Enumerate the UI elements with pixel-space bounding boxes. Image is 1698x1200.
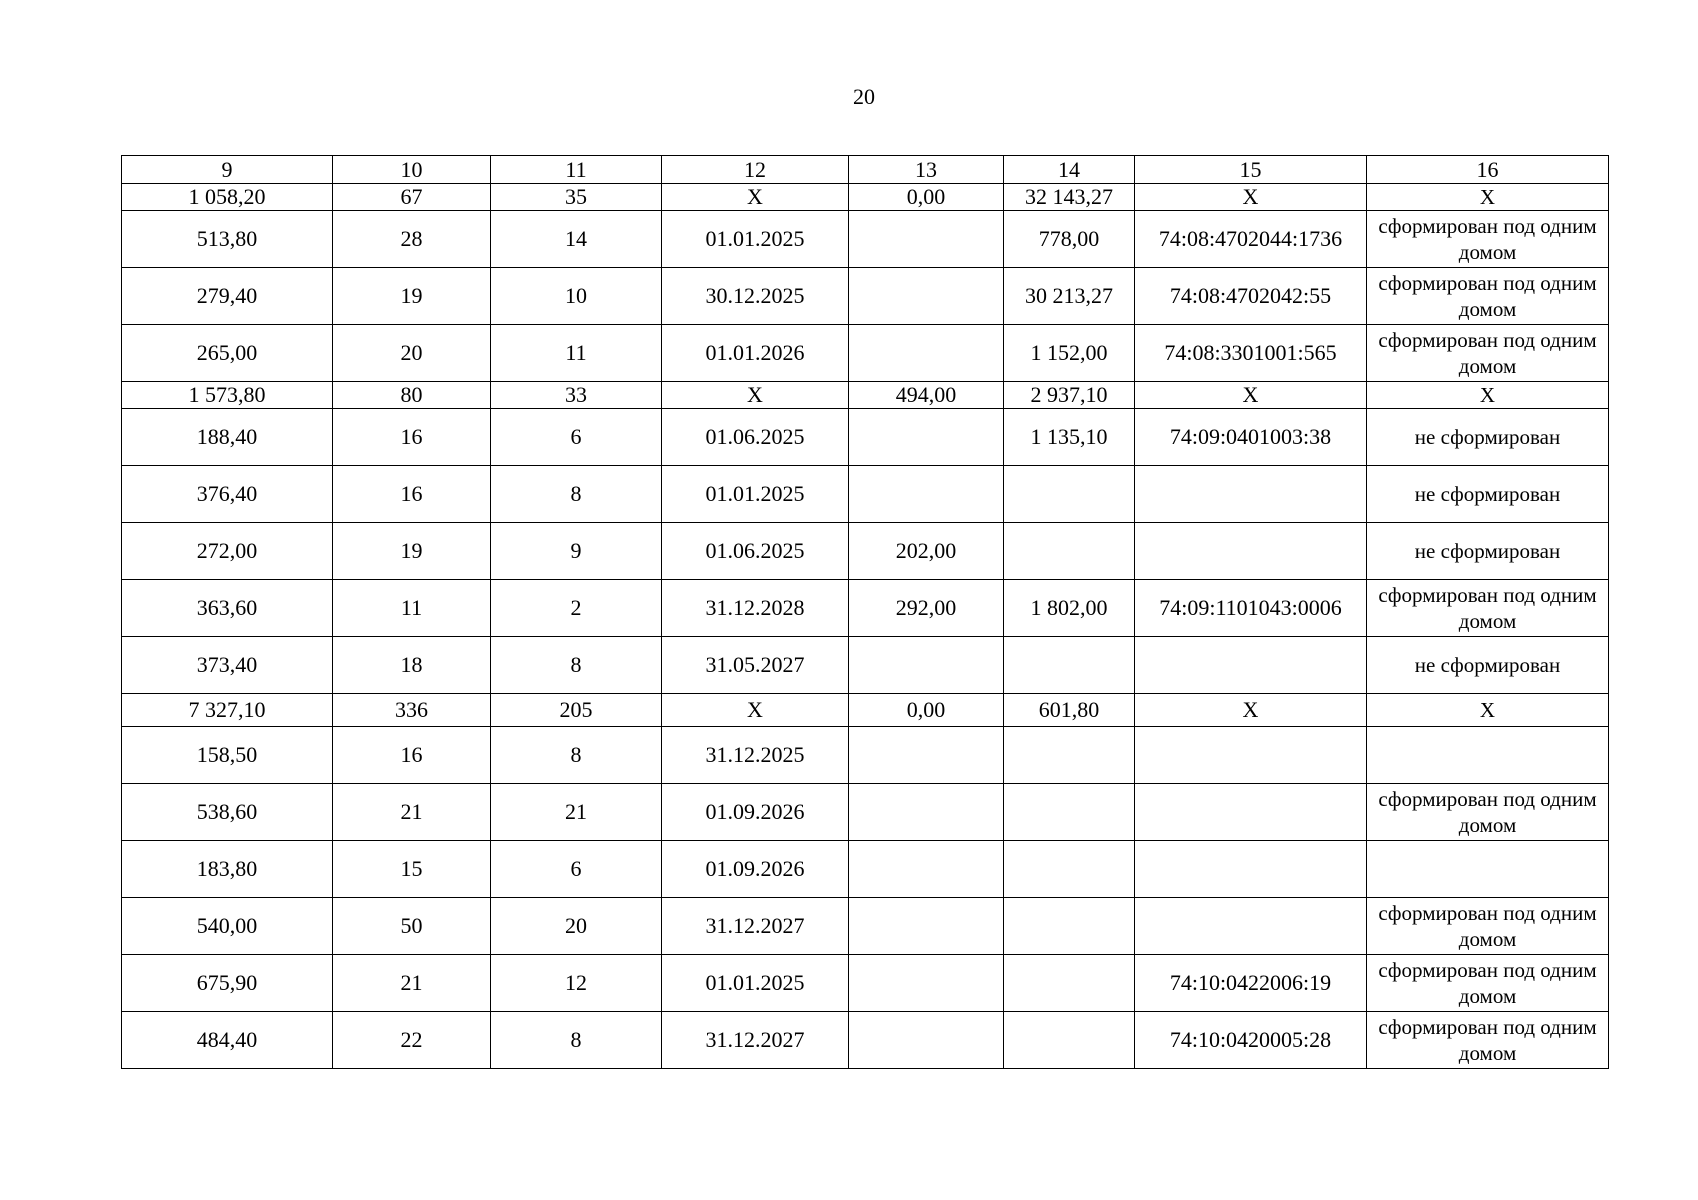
table-cell	[849, 211, 1004, 268]
column-header: 14	[1004, 156, 1135, 184]
table-cell	[1004, 841, 1135, 898]
table-cell	[849, 466, 1004, 523]
table-cell: 19	[333, 523, 491, 580]
table-cell	[1135, 637, 1367, 694]
table-cell: 205	[491, 694, 662, 727]
table-cell: 21	[333, 784, 491, 841]
table-cell: 33	[491, 382, 662, 409]
table-cell: 363,60	[122, 580, 333, 637]
table-row	[122, 955, 1609, 1012]
table-cell	[1004, 727, 1135, 784]
table-row	[122, 211, 1609, 268]
table-cell: 1 058,20	[122, 184, 333, 211]
table-cell: X	[1367, 694, 1609, 727]
table-cell	[1367, 841, 1609, 898]
table-cell	[849, 955, 1004, 1012]
table-cell: не сформирован	[1367, 523, 1609, 580]
table-cell	[1004, 637, 1135, 694]
table-row	[122, 727, 1609, 784]
subtotal-row	[122, 184, 1609, 211]
table-cell: сформирован под одним домом	[1367, 955, 1609, 1012]
column-header: 16	[1367, 156, 1609, 184]
table-cell: 30.12.2025	[662, 268, 849, 325]
table-cell: 31.12.2028	[662, 580, 849, 637]
table-cell	[1135, 841, 1367, 898]
table-cell: 8	[491, 466, 662, 523]
table-cell	[1004, 466, 1135, 523]
table-cell: сформирован под одним домом	[1367, 211, 1609, 268]
table-cell	[849, 898, 1004, 955]
table-cell: X	[662, 184, 849, 211]
table-cell: 74:09:1101043:0006	[1135, 580, 1367, 637]
table-cell: сформирован под одним домом	[1367, 580, 1609, 637]
table-cell: сформирован под одним домом	[1367, 268, 1609, 325]
column-header: 13	[849, 156, 1004, 184]
table-cell: 188,40	[122, 409, 333, 466]
table-row	[122, 841, 1609, 898]
column-header: 15	[1135, 156, 1367, 184]
table-cell: 272,00	[122, 523, 333, 580]
table-cell: 7 327,10	[122, 694, 333, 727]
table-cell	[1004, 784, 1135, 841]
table-row	[122, 898, 1609, 955]
table-cell: 74:08:4702042:55	[1135, 268, 1367, 325]
table-cell: 279,40	[122, 268, 333, 325]
column-number-row	[122, 156, 1609, 184]
table-cell: сформирован под одним домом	[1367, 784, 1609, 841]
table-cell: 11	[333, 580, 491, 637]
table-cell	[849, 727, 1004, 784]
table-cell	[1135, 466, 1367, 523]
table-cell: 01.09.2026	[662, 841, 849, 898]
table-cell	[1367, 727, 1609, 784]
table-cell: 11	[491, 325, 662, 382]
table-cell: 8	[491, 637, 662, 694]
table-cell	[849, 409, 1004, 466]
data-table	[121, 155, 1609, 1069]
table-cell: 32 143,27	[1004, 184, 1135, 211]
table-cell: 74:10:0420005:28	[1135, 1012, 1367, 1069]
table-cell: 18	[333, 637, 491, 694]
table-cell: 01.01.2026	[662, 325, 849, 382]
table-cell: 01.01.2025	[662, 211, 849, 268]
table-cell: 01.06.2025	[662, 523, 849, 580]
table-cell: X	[1367, 382, 1609, 409]
table-cell	[849, 268, 1004, 325]
table-cell: X	[1135, 184, 1367, 211]
column-header: 11	[491, 156, 662, 184]
table-cell: 20	[333, 325, 491, 382]
table-cell: 183,80	[122, 841, 333, 898]
table-cell: 20	[491, 898, 662, 955]
table-cell: сформирован под одним домом	[1367, 325, 1609, 382]
table-cell: 494,00	[849, 382, 1004, 409]
table-cell: 6	[491, 409, 662, 466]
table-cell: сформирован под одним домом	[1367, 1012, 1609, 1069]
table-cell: 74:08:4702044:1736	[1135, 211, 1367, 268]
table-cell: 22	[333, 1012, 491, 1069]
table-cell: не сформирован	[1367, 637, 1609, 694]
table-cell: 01.01.2025	[662, 466, 849, 523]
table-cell	[1135, 898, 1367, 955]
table-row	[122, 637, 1609, 694]
table-cell: не сформирован	[1367, 466, 1609, 523]
table-cell: X	[1367, 184, 1609, 211]
column-header: 12	[662, 156, 849, 184]
table-cell: 1 573,80	[122, 382, 333, 409]
table-cell: 01.01.2025	[662, 955, 849, 1012]
table-cell: 50	[333, 898, 491, 955]
table-cell: 513,80	[122, 211, 333, 268]
table-cell: 1 152,00	[1004, 325, 1135, 382]
table-cell	[1004, 1012, 1135, 1069]
table-cell: 675,90	[122, 955, 333, 1012]
table-cell: 31.05.2027	[662, 637, 849, 694]
table-cell: 01.06.2025	[662, 409, 849, 466]
table-cell	[1004, 898, 1135, 955]
table-cell: 0,00	[849, 184, 1004, 211]
table-cell: 601,80	[1004, 694, 1135, 727]
table-cell: X	[1135, 694, 1367, 727]
table-row	[122, 784, 1609, 841]
table-cell: 2	[491, 580, 662, 637]
page-number: 20	[853, 84, 875, 109]
table-cell: 67	[333, 184, 491, 211]
table-cell: 74:10:0422006:19	[1135, 955, 1367, 1012]
table-cell: сформирован под одним домом	[1367, 898, 1609, 955]
table-row	[122, 268, 1609, 325]
table-cell: 8	[491, 727, 662, 784]
table-cell: 16	[333, 727, 491, 784]
table-cell	[849, 841, 1004, 898]
table-row	[122, 466, 1609, 523]
subtotal-row	[122, 382, 1609, 409]
table-cell: 373,40	[122, 637, 333, 694]
table-cell: 12	[491, 955, 662, 1012]
table-cell: 0,00	[849, 694, 1004, 727]
table-cell: 14	[491, 211, 662, 268]
table-cell	[1135, 523, 1367, 580]
table-cell: 28	[333, 211, 491, 268]
table-cell: X	[662, 694, 849, 727]
table-row	[122, 409, 1609, 466]
table-cell: 21	[333, 955, 491, 1012]
table-cell: 31.12.2025	[662, 727, 849, 784]
column-header: 10	[333, 156, 491, 184]
table-cell: 19	[333, 268, 491, 325]
table-cell: 778,00	[1004, 211, 1135, 268]
table-cell: 16	[333, 409, 491, 466]
table-cell: 158,50	[122, 727, 333, 784]
table-cell: 6	[491, 841, 662, 898]
table-cell: 1 135,10	[1004, 409, 1135, 466]
table-row	[122, 580, 1609, 637]
table-cell: 30 213,27	[1004, 268, 1135, 325]
table-cell: 31.12.2027	[662, 1012, 849, 1069]
table-cell	[849, 325, 1004, 382]
table-cell: 74:09:0401003:38	[1135, 409, 1367, 466]
table-cell: 265,00	[122, 325, 333, 382]
column-header: 9	[122, 156, 333, 184]
table-cell: 2 937,10	[1004, 382, 1135, 409]
table-cell: 16	[333, 466, 491, 523]
table-cell	[1135, 727, 1367, 784]
table-cell: 484,40	[122, 1012, 333, 1069]
table-cell	[849, 637, 1004, 694]
table-cell	[1004, 523, 1135, 580]
table-cell: 9	[491, 523, 662, 580]
table-cell: 10	[491, 268, 662, 325]
table-cell: X	[1135, 382, 1367, 409]
table-cell	[849, 1012, 1004, 1069]
table-cell: 31.12.2027	[662, 898, 849, 955]
table-cell: 8	[491, 1012, 662, 1069]
table-cell: 292,00	[849, 580, 1004, 637]
table-cell	[1135, 784, 1367, 841]
table-cell: 376,40	[122, 466, 333, 523]
table-cell: 1 802,00	[1004, 580, 1135, 637]
table-row	[122, 325, 1609, 382]
table-cell: 74:08:3301001:565	[1135, 325, 1367, 382]
table-cell: X	[662, 382, 849, 409]
table-row	[122, 523, 1609, 580]
table-cell: не сформирован	[1367, 409, 1609, 466]
table-row	[122, 1012, 1609, 1069]
table-cell: 35	[491, 184, 662, 211]
subtotal-row	[122, 694, 1609, 727]
table-cell: 01.09.2026	[662, 784, 849, 841]
table-cell: 336	[333, 694, 491, 727]
table-cell: 21	[491, 784, 662, 841]
table-cell: 540,00	[122, 898, 333, 955]
table-cell: 15	[333, 841, 491, 898]
table-cell: 80	[333, 382, 491, 409]
table-cell	[1004, 955, 1135, 1012]
table-cell: 202,00	[849, 523, 1004, 580]
table-cell: 538,60	[122, 784, 333, 841]
table-cell	[849, 784, 1004, 841]
